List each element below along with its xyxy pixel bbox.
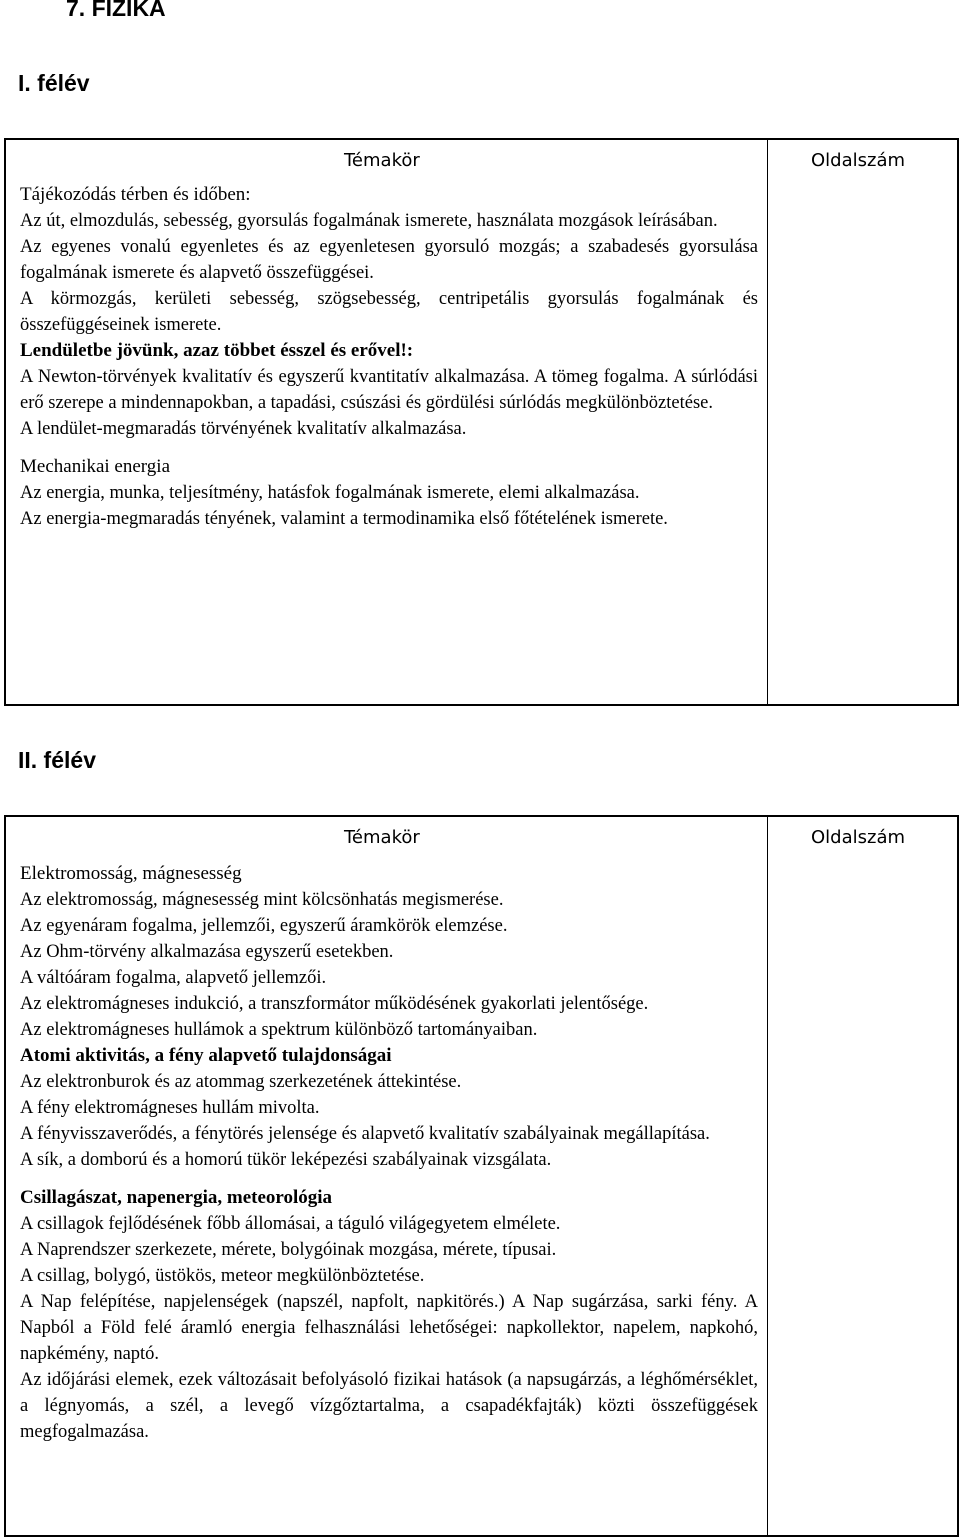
topic-section bbox=[20, 861, 758, 1043]
semester-1-title: I. félév bbox=[18, 70, 90, 96]
section-title: Csillagászat, napenergia, meteorológia bbox=[20, 1187, 333, 1208]
chapter-title: 7. FIZIKA bbox=[66, 0, 166, 21]
section-paragraph: A lendület-megmaradás törvényének kvalitatív alkalmazása. bbox=[20, 419, 467, 439]
section-paragraph: Az egyenáram fogalma, jellemzői, egyszerű áramkörök elemzése. bbox=[20, 916, 508, 936]
topic-column-header: Témakör bbox=[344, 827, 420, 848]
semester-2-topics bbox=[20, 861, 758, 1445]
section-paragraph: Az út, elmozdulás, sebesség, gyorsulás fogalmának ismerete, használata mozgások leírásában. bbox=[20, 211, 718, 231]
topic-section bbox=[20, 1185, 758, 1445]
column-divider bbox=[767, 817, 768, 1535]
section-paragraph: A csillag, bolygó, üstökös, meteor megkülönböztetése. bbox=[20, 1266, 425, 1286]
topic-section bbox=[20, 454, 758, 532]
section-paragraph: Az elektromágneses indukció, a transzformátor működésének gyakorlati jelentősége. bbox=[20, 994, 649, 1014]
column-divider bbox=[767, 140, 768, 704]
section-paragraph: A Naprendszer szerkezete, mérete, bolygóinak mozgása, mérete, típusai. bbox=[20, 1240, 557, 1260]
topic-section bbox=[20, 338, 758, 442]
section-paragraph: A körmozgás, kerületi sebesség, szögsebesség, centripetális gyorsulás fogalmának és összefüggéseinek ismerete. bbox=[20, 289, 758, 335]
page-column-header: Oldalszám bbox=[811, 150, 906, 171]
section-title: Atomi aktivitás, a fény alapvető tulajdonságai bbox=[20, 1045, 392, 1066]
section-title: Elektromosság, mágnesesség bbox=[20, 863, 242, 884]
section-title: Lendületbe jövünk, azaz többet ésszel és erővel!: bbox=[20, 340, 414, 361]
section-paragraph: A fény elektromágneses hullám mivolta. bbox=[20, 1098, 320, 1118]
section-paragraph: Az energia, munka, teljesítmény, hatásfok fogalmának ismerete, elemi alkalmazása. bbox=[20, 483, 640, 503]
section-paragraph: Az elektromosság, mágnesesség mint kölcsönhatás megismerése. bbox=[20, 890, 504, 910]
section-title: Mechanikai energia bbox=[20, 456, 170, 477]
section-paragraph: A Newton-törvények kvalitatív és egyszerű kvantitatív alkalmazása. A tömeg fogalma. A súrlódási erő szerepe a mindennapokban, a tapadási, csúszási és gördülési súrlódás megkülönböztetése. bbox=[20, 367, 758, 413]
section-paragraph: A váltóáram fogalma, alapvető jellemzői. bbox=[20, 968, 327, 988]
section-title: Tájékozódás térben és időben: bbox=[20, 184, 251, 205]
section-paragraph: Az energia-megmaradás tényének, valamint a termodinamika első főtételének ismerete. bbox=[20, 509, 668, 529]
section-paragraph: Az elektronburok és az atommag szerkezetének áttekintése. bbox=[20, 1072, 462, 1092]
semester-1-table bbox=[4, 138, 959, 706]
section-paragraph: A csillagok fejlődésének főbb állomásai, a táguló világegyetem elmélete. bbox=[20, 1214, 561, 1234]
section-paragraph: A fényvisszaverődés, a fénytörés jelensége és alapvető kvalitatív szabályainak megállapítása. bbox=[20, 1124, 710, 1144]
section-paragraph: Az időjárási elemek, ezek változásait befolyásoló fizikai hatások (a napsugárzás, a léghőmérséklet, a légnyomás, a szél, a levegő vízgőztartalma, a csapadékfajták) közti összefüggések megfogalmazása. bbox=[20, 1370, 758, 1442]
topic-section bbox=[20, 1043, 758, 1173]
semester-2-table bbox=[4, 815, 959, 1537]
section-paragraph: Az egyenes vonalú egyenletes és az egyenletesen gyorsuló mozgás; a szabadesés gyorsulása fogalmának ismerete és alapvető összefüggései. bbox=[20, 237, 758, 283]
section-paragraph: Az Ohm-törvény alkalmazása egyszerű esetekben. bbox=[20, 942, 394, 962]
semester-1-topics bbox=[20, 182, 758, 532]
section-paragraph: A Nap felépítése, napjelenségek (napszél, napfolt, napkitörés.) A Nap sugárzása, sarki fény. A Napból a Föld felé áramló energia felhasználási lehetőségei: napkollektor, napelem, napkohó, napkémény, naptó. bbox=[20, 1292, 758, 1364]
semester-2-title: II. félév bbox=[18, 747, 96, 773]
section-paragraph: A sík, a domború és a homorú tükör leképezési szabályainak vizsgálata. bbox=[20, 1150, 552, 1170]
topic-section bbox=[20, 182, 758, 338]
section-paragraph: Az elektromágneses hullámok a spektrum különböző tartományaiban. bbox=[20, 1020, 538, 1040]
page-column-header: Oldalszám bbox=[811, 827, 906, 848]
topic-column-header: Témakör bbox=[344, 150, 420, 171]
